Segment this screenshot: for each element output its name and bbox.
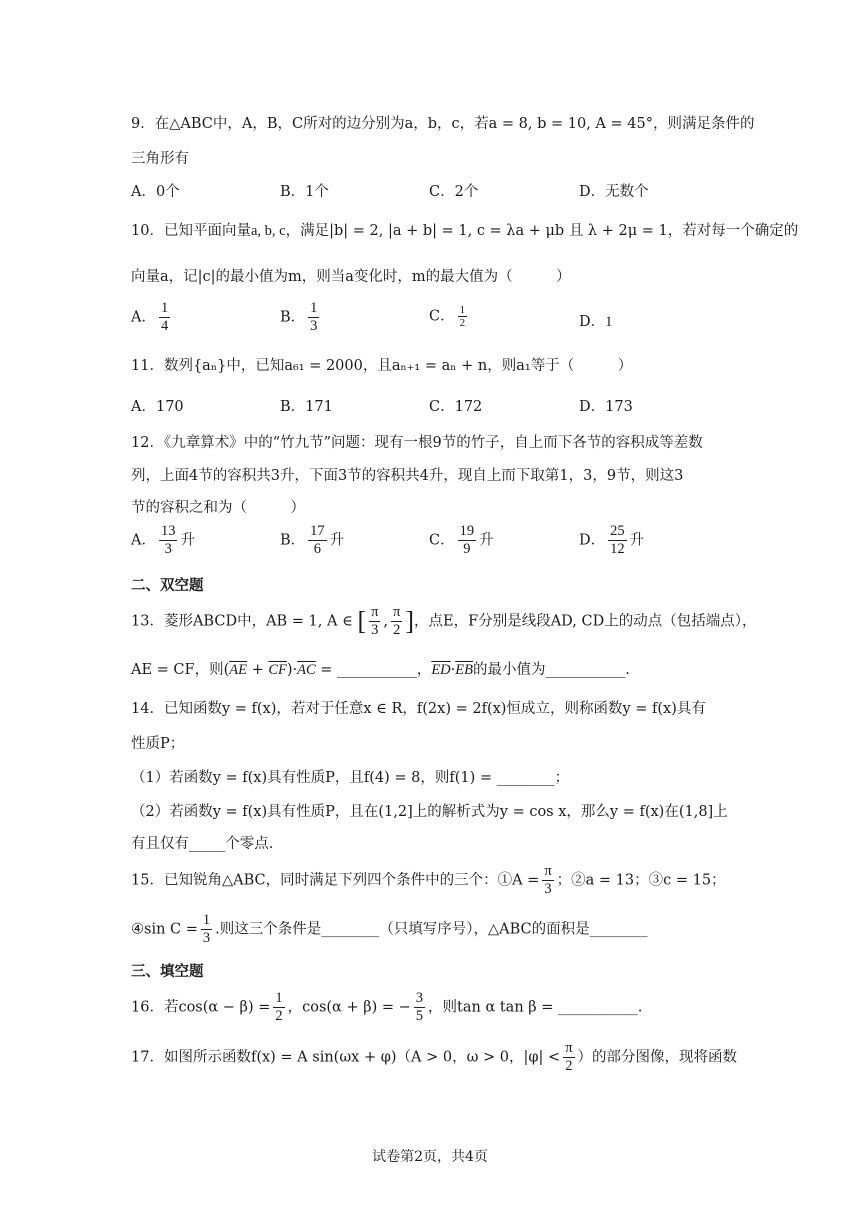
q13-text-d: )· <box>286 662 298 678</box>
numerator: 19 <box>459 523 475 539</box>
denominator: 2 <box>565 1058 573 1074</box>
q14-line2: 性质P； <box>131 736 185 752</box>
q10-vectors: a, b, c <box>250 223 286 239</box>
option-label: B． <box>280 532 306 549</box>
q16-line1 <box>131 990 642 1025</box>
denominator: 3 <box>202 930 211 946</box>
denominator: 9 <box>463 541 471 557</box>
q10-line1 <box>131 219 798 240</box>
option-label: A． <box>131 309 156 326</box>
fraction <box>369 604 380 639</box>
numerator: π <box>565 1040 573 1056</box>
q13-text-e: = ___________， <box>315 662 432 678</box>
q11-line1: 11．数列{aₙ}中，已知a₆₁ = 2000，且aₙ₊₁ = aₙ + n，则a₁等于（ ） <box>131 358 633 374</box>
denominator: 3 <box>310 318 318 334</box>
q12-option-a <box>131 523 195 558</box>
fraction <box>414 990 425 1025</box>
fraction <box>563 1040 574 1075</box>
fraction <box>608 523 627 558</box>
q17-text-b: ）的部分图像，现将函数 <box>577 1049 738 1066</box>
section-title-fill-blank: 三、填空题 <box>131 963 204 980</box>
fraction <box>308 300 319 335</box>
denominator: 3 <box>371 622 379 638</box>
q11-option-d: D．173 <box>579 399 633 415</box>
denominator: 3 <box>164 541 172 557</box>
numerator: 1 <box>202 912 211 928</box>
denominator: 6 <box>313 541 322 557</box>
q14-line1: 14．已知函数y = f(x)，若对于任意x ∈ R，f(2x) = 2f(x)恒成立，则称函数y = f(x)具有 <box>131 701 706 717</box>
q9-option-b: B．1个 <box>280 184 329 200</box>
q17-line1 <box>131 1040 737 1075</box>
numerator: 1 <box>160 300 169 316</box>
q15-line2 <box>131 912 648 947</box>
denominator: 5 <box>415 1008 424 1024</box>
denominator: 2 <box>393 622 401 638</box>
q9-option-d: D．无数个 <box>579 184 649 200</box>
q15-text-a: 15．已知锐角△ABC，同时满足下列四个条件中的三个：①A = <box>131 872 540 889</box>
fraction <box>159 300 170 335</box>
fraction <box>308 523 327 558</box>
q9-line2: 三角形有 <box>131 151 189 167</box>
fraction <box>159 523 178 558</box>
q10-prefix: 10．已知平面向量 <box>131 223 251 239</box>
numerator: 1 <box>310 300 318 316</box>
fraction <box>273 990 284 1025</box>
q13-text-b: ，点E，F分别是线段AD, CD上的动点（包括端点）， <box>414 613 757 630</box>
q11-option-a: A．170 <box>131 399 184 415</box>
numerator: 1 <box>275 990 283 1006</box>
numerator: 13 <box>160 523 176 539</box>
q13-line1: 13．菱形ABCD中，AB = 1, A ∈ [ $\frac{\pi}{3}$ , $\frac{\pi}{2}$ ]，点E，F分别是线段AD, CD上的动点（包括端点）， <box>131 604 757 638</box>
q14-line5: 有且仅有_____个零点. <box>131 836 274 852</box>
numerator: π <box>544 863 552 879</box>
q9-line1: 9．在△ABC中，A，B，C所对的边分别为a，b，c，若a = 8, b = 10, A = 45°，则满足条件的 <box>131 116 755 132</box>
denominator: 12 <box>610 541 625 557</box>
q14-line3: （1）若函数y = f(x)具有性质P，且f(4) = 8，则f(1) = ________； <box>131 770 570 786</box>
option-value: 1 <box>605 314 613 330</box>
option-label: C． <box>429 532 455 549</box>
fraction <box>391 604 402 639</box>
fraction <box>542 863 553 898</box>
fraction <box>201 912 212 947</box>
denominator: 2 <box>459 317 466 329</box>
numerator: π <box>393 604 401 620</box>
dot-sign: · <box>450 662 456 678</box>
option-label: C． <box>429 308 455 325</box>
unit: 升 <box>180 532 195 549</box>
q13-text-c: AE = CF，则( <box>131 662 230 678</box>
numerator: 3 <box>415 990 424 1006</box>
q12-line1: 12．《九章算术》中的“竹九节”问题：现有一根9节的竹子，自上而下各节的容积成等差数 <box>131 435 703 451</box>
q12-option-d <box>579 523 644 558</box>
right-bracket: ] <box>405 606 415 636</box>
fraction <box>458 304 468 329</box>
q17-text-a: 17．如图所示函数f(x) = A sin(ωx + φ)（A > 0，ω > 0，|φ| < <box>131 1049 561 1066</box>
q13-line2 <box>131 658 630 679</box>
q16-text-a: 16．若cos(α − β) = <box>131 999 271 1016</box>
page-footer: 试卷第2页，共4页 <box>372 1149 488 1165</box>
fraction <box>458 523 477 558</box>
q15-text-d: .则这三个条件是________（只填写序号），△ABC的面积是________ <box>215 921 648 938</box>
q11-option-c: C．172 <box>429 399 483 415</box>
plus-sign: + <box>246 662 269 678</box>
q10-rest: ，满足|b| = 2, |a + b| = 1, c = λa + μb 且 λ + 2μ = 1，若对每一个确定的 <box>285 223 799 239</box>
vector-cf: $\overline{CF}$ <box>268 662 287 678</box>
q12-line3: 节的容积之和为（ ） <box>131 500 305 516</box>
q10-option-b <box>280 300 322 335</box>
q10-option-c <box>429 304 470 329</box>
vector-eb: $\overline{EB}$ <box>455 662 473 678</box>
section-title-double-blank: 二、双空题 <box>131 577 204 594</box>
q10-option-a <box>131 300 173 335</box>
numerator: 17 <box>310 523 325 539</box>
q9-option-c: C．2个 <box>429 184 479 200</box>
vector-ac: $\overline{AC}$ <box>297 662 316 678</box>
option-label: D． <box>579 532 606 549</box>
q15-text-b: ；②a = 13；③c = 15； <box>556 872 726 889</box>
q16-text-c: ，则tan α tan β = ___________. <box>428 999 643 1016</box>
q12-option-c <box>429 523 494 558</box>
vector-ae: $\overline{AE}$ <box>229 662 247 678</box>
q9-option-a: A．0个 <box>131 184 180 200</box>
q16-text-b: ，cos(α + β) = − <box>287 999 411 1016</box>
denominator: 3 <box>544 881 552 897</box>
q10-line2: 向量a，记|c|的最小值为m，则当a变化时，m的最大值为（ ） <box>131 269 571 285</box>
q12-option-b <box>280 523 344 558</box>
q13-text-f: 的最小值为___________. <box>472 662 630 678</box>
q15-line1 <box>131 863 726 898</box>
unit: 升 <box>479 532 494 549</box>
numerator: 1 <box>459 304 466 316</box>
q10-option-d <box>579 310 612 331</box>
q15-text-c: ④sin C = <box>131 921 198 938</box>
option-label: B． <box>280 309 306 326</box>
q12-line2: 列，上面4节的容积共3升，下面3节的容积共4升，现自上而下取第1，3，9节，则这3 <box>131 468 684 484</box>
left-bracket: [ <box>357 606 367 636</box>
denominator: 2 <box>275 1008 283 1024</box>
vector-ed: $\overline{ED}$ <box>431 662 451 678</box>
q13-text-a: 13．菱形ABCD中，AB = 1, A ∈ <box>131 613 353 630</box>
denominator: 4 <box>160 318 169 334</box>
option-label: A． <box>131 532 156 549</box>
numerator: π <box>371 604 379 620</box>
q14-line4: （2）若函数y = f(x)具有性质P，且在(1,2]上的解析式为y = cos x，那么y = f(x)在(1,8]上 <box>131 804 728 820</box>
numerator: 25 <box>610 523 625 539</box>
option-label: D． <box>579 314 606 330</box>
unit: 升 <box>629 532 645 549</box>
q11-option-b: B．171 <box>280 399 333 415</box>
unit: 升 <box>329 532 345 549</box>
